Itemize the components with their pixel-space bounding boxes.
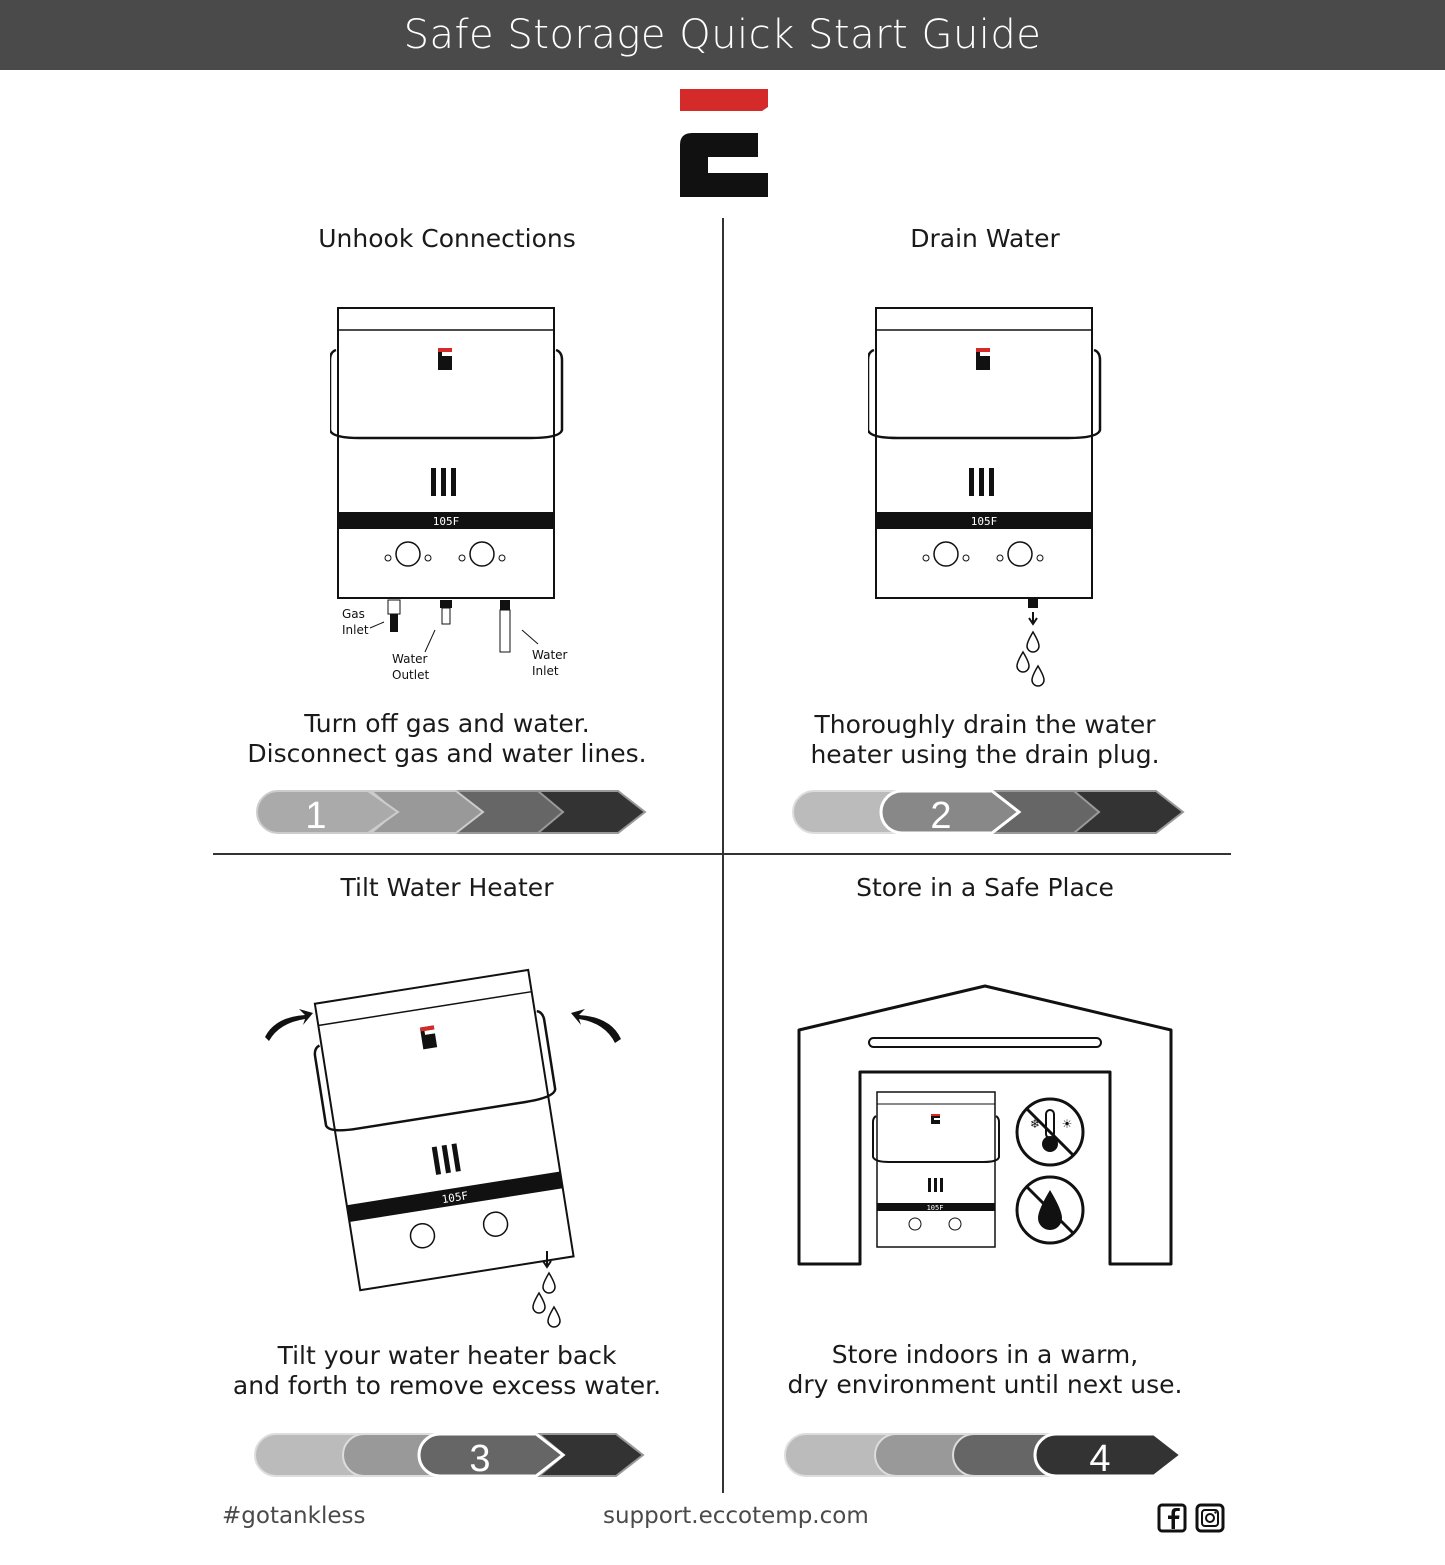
display-readout: 105F xyxy=(432,515,460,528)
step2-progress xyxy=(792,788,1188,836)
support-link[interactable]: support.eccotemp.com xyxy=(603,1503,869,1529)
footer-hashtag: #gotankless xyxy=(222,1503,366,1529)
display-readout: 105F xyxy=(926,1204,944,1212)
heater-unhook-illustration xyxy=(330,300,580,690)
step4-progress xyxy=(784,1431,1186,1479)
water-inlet-label-1: Water xyxy=(532,648,568,662)
water-outlet-label-1: Water xyxy=(392,652,428,666)
step4-title: Store in a Safe Place xyxy=(856,873,1114,902)
step3-title: Tilt Water Heater xyxy=(340,873,554,902)
horizontal-divider xyxy=(213,853,1231,855)
svg-text:❄: ❄ xyxy=(1029,1117,1041,1131)
storage-shed-illustration xyxy=(795,982,1175,1272)
step4-number: 4 xyxy=(1089,1438,1111,1479)
heater-drain-illustration xyxy=(868,300,1108,690)
step3-number: 3 xyxy=(469,1438,491,1479)
heater-tilt-illustration xyxy=(255,955,635,1335)
social-links xyxy=(1157,1503,1227,1537)
step3-caption: Tilt your water heater back and forth to remove excess water. xyxy=(232,1341,662,1400)
facebook-icon[interactable] xyxy=(1159,1505,1185,1531)
water-outlet-label-2: Outlet xyxy=(392,668,430,682)
step2-caption: Thoroughly drain the water heater using the drain plug. xyxy=(810,710,1160,769)
step2-number: 2 xyxy=(930,795,952,836)
display-readout: 105F xyxy=(440,1189,470,1207)
gas-inlet-label-2: Inlet xyxy=(342,623,369,637)
display-readout: 105F xyxy=(970,515,998,528)
step4-caption: Store indoors in a warm, dry environment until next use. xyxy=(787,1340,1183,1399)
step1-caption: Turn off gas and water. Disconnect gas and water lines. xyxy=(247,709,647,768)
step1-progress xyxy=(256,788,648,836)
step2-title: Drain Water xyxy=(910,224,1060,253)
step1-title: Unhook Connections xyxy=(318,224,576,253)
instagram-icon[interactable] xyxy=(1197,1505,1223,1531)
water-inlet-label-2: Inlet xyxy=(532,664,559,678)
no-cold-icon xyxy=(1017,1099,1083,1165)
step3-progress xyxy=(254,1431,648,1479)
svg-text:☀: ☀ xyxy=(1061,1117,1073,1131)
page-title: Safe Storage Quick Start Guide xyxy=(0,0,1445,70)
no-water-icon xyxy=(1017,1177,1083,1243)
gas-inlet-label-1: Gas xyxy=(342,607,365,621)
vertical-divider xyxy=(722,218,724,1493)
eccotemp-logo xyxy=(678,87,770,199)
step1-number: 1 xyxy=(305,795,327,836)
